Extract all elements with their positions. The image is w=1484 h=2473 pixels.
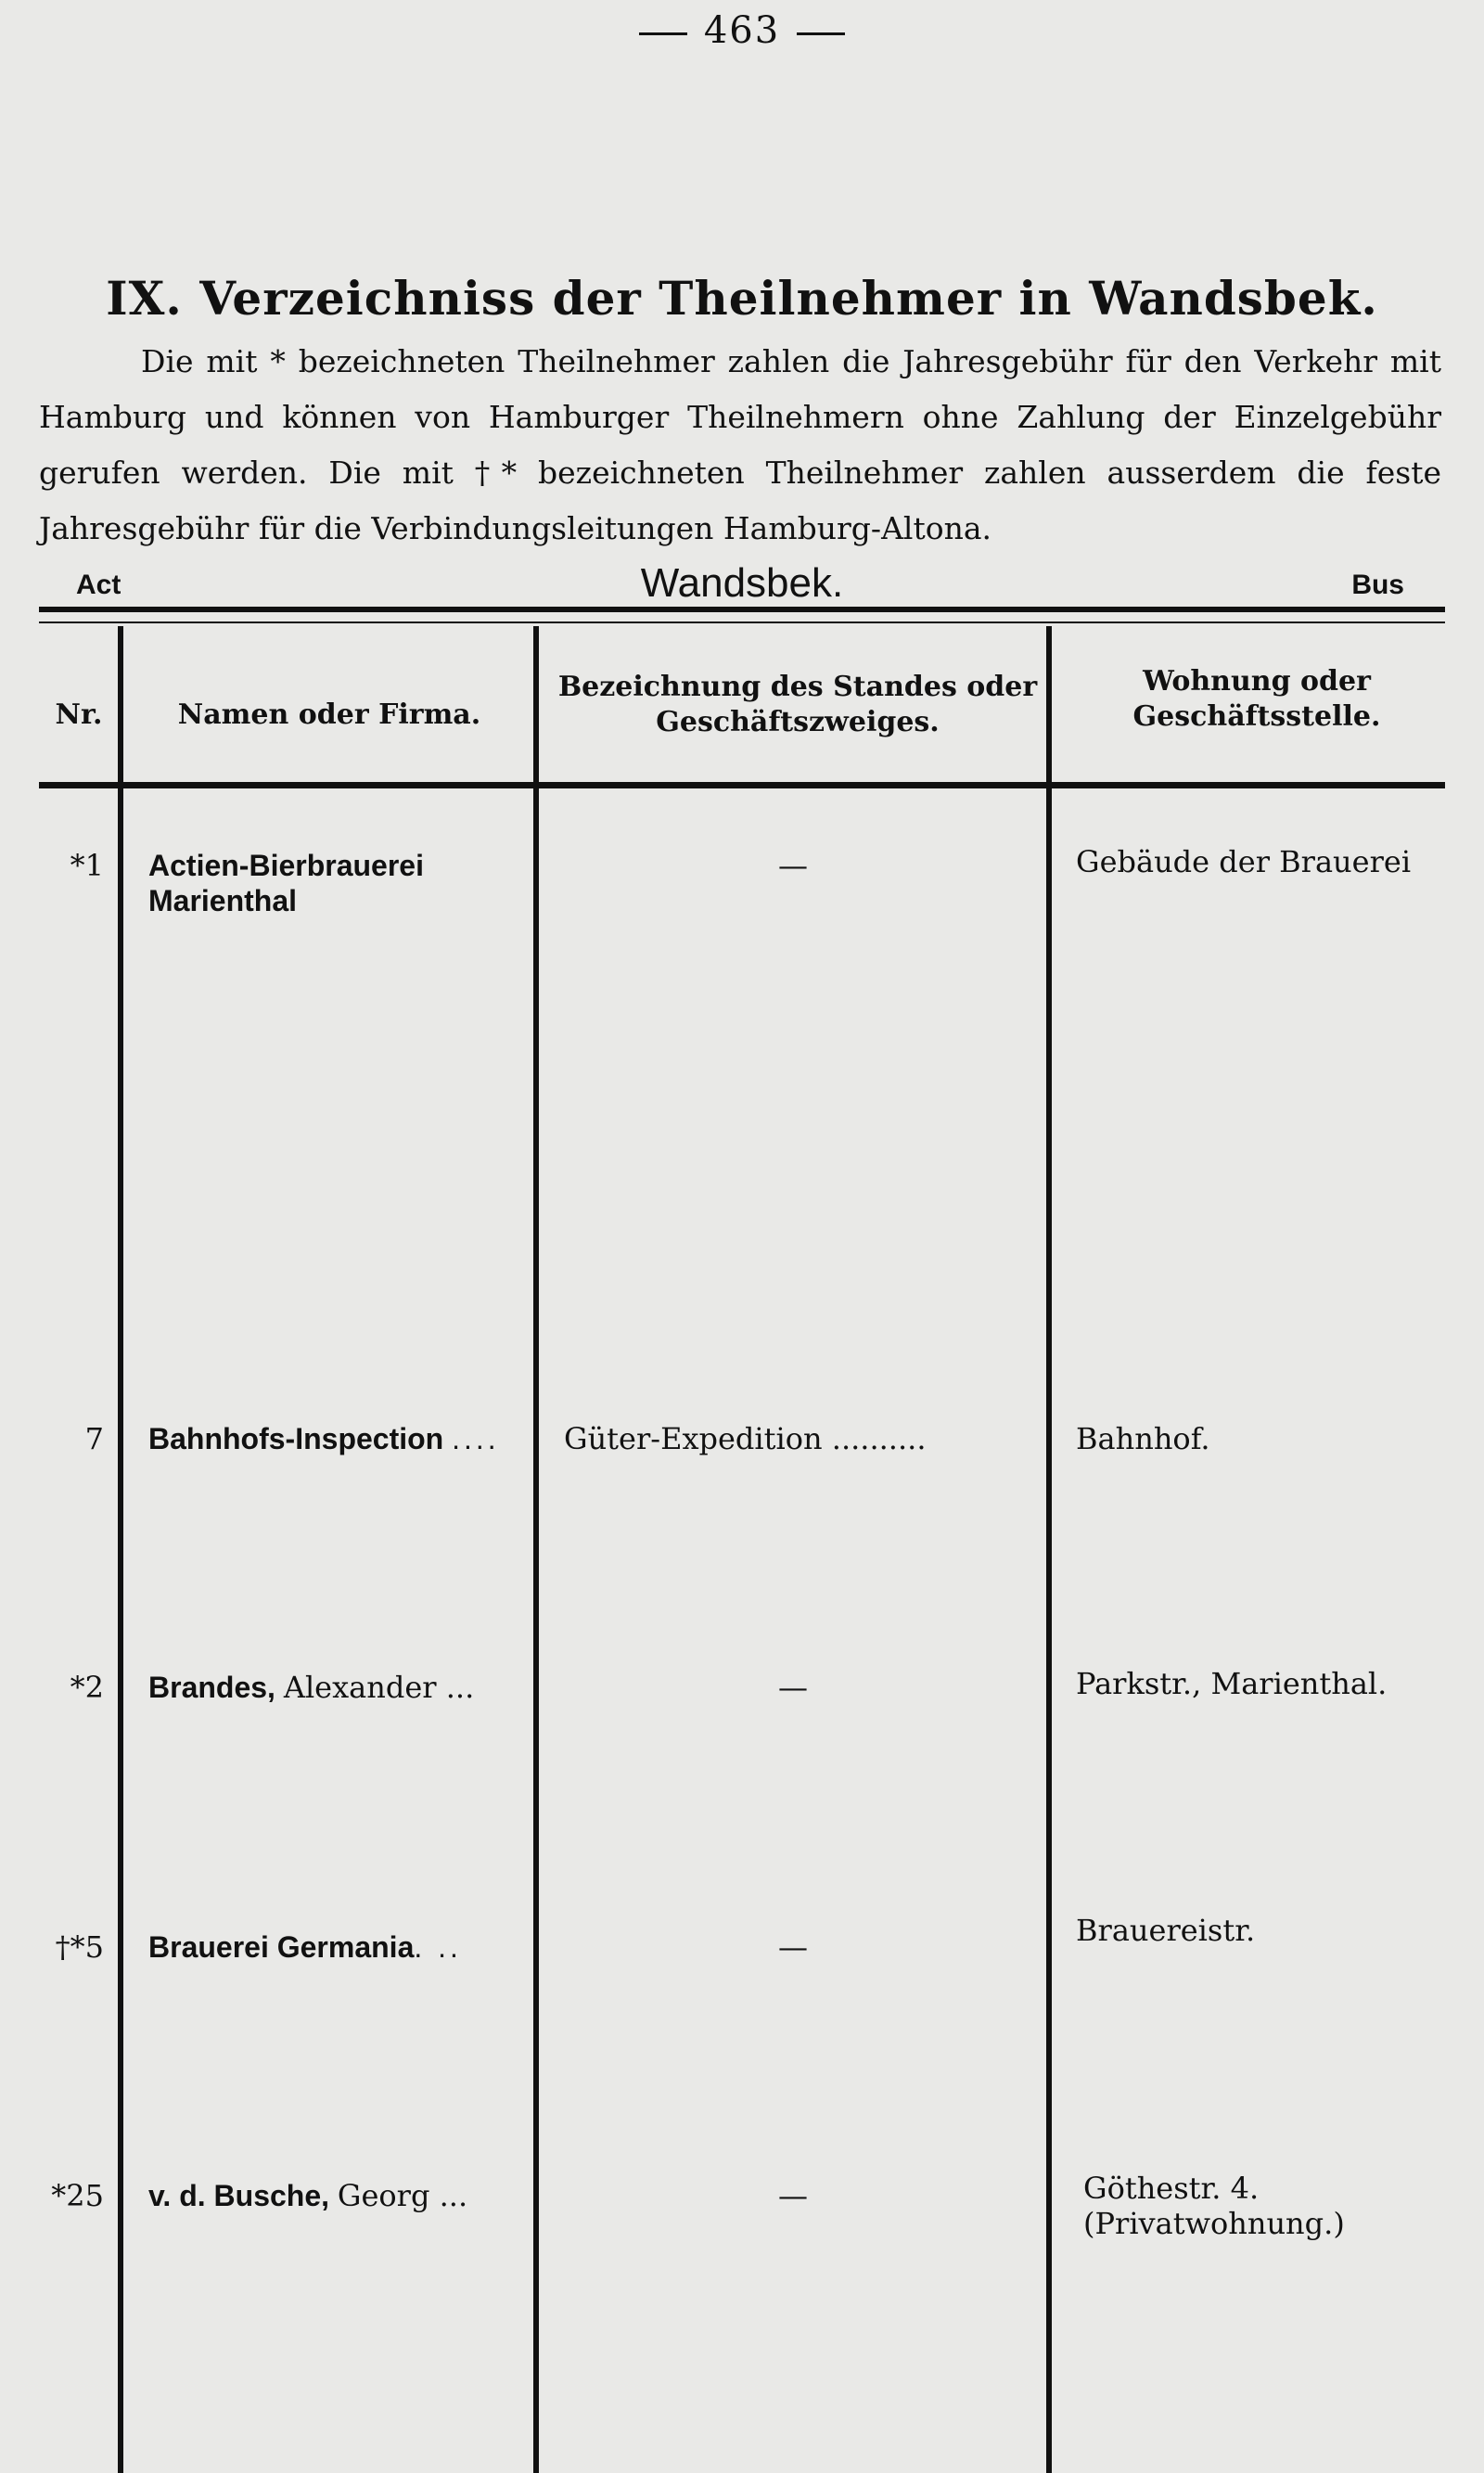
column-divider-2 [533, 626, 539, 2473]
top-rule-thick [39, 607, 1445, 612]
entry-nr: †*5 [55, 1929, 104, 1965]
entry-name: Actien-Bierbrauerei Marienthal [148, 849, 424, 917]
entry-wohnung: Bahnhof. [1076, 1421, 1210, 1456]
entry-wohnung: Gebäude der Brauerei [1076, 844, 1412, 879]
entry-stand: — [778, 848, 808, 883]
entry-nr: *2 [70, 1670, 104, 1705]
top-rule-thin [39, 621, 1445, 623]
place-heading: Wandsbek. [640, 560, 844, 606]
col-header-stand: Bezeichnung des Standes oder Geschäftszweiges. [557, 671, 1038, 738]
entry-wohnung: Parkstr., Marienthal. [1076, 1666, 1388, 1701]
entry-name: v. d. Busche, Georg ... [148, 2178, 468, 2213]
page-number: 463 [0, 9, 1484, 52]
entry-nr: 7 [84, 1421, 104, 1456]
table-caption [39, 562, 1445, 609]
entry-stand: — [778, 1929, 808, 1965]
entry-wohnung: Göthestr. 4. (Privatwohnung.) [1083, 2171, 1345, 2241]
entry-nr: *1 [70, 848, 104, 883]
entry-stand: Güter-Expedition .......... [564, 1421, 927, 1456]
col-header-nr: Nr. [55, 698, 103, 731]
entry-name: Bahnhofs-Inspection .... [148, 1422, 500, 1455]
intro-paragraph: Die mit * bezeichneten Theilnehmer zahlen die Jahresgebühr für den Verkehr mit Hamburg und können von Hamburger Theilnehmern ohne Zahlung der Einzelgebühr gerufen werden. Die mit †* bezeichneten Theilnehmer zahlen ausserdem die feste Jahresgebühr für die Verbindungsleitungen Hamburg-Altona. [39, 343, 1441, 546]
col-header-wohnung: Wohnung oder Geschäftsstelle. [1132, 665, 1381, 733]
entry-nr: *25 [51, 2178, 104, 2213]
entry-stand: — [778, 2178, 808, 2213]
column-divider-1 [118, 626, 123, 2473]
header-right: Bus [1351, 570, 1404, 600]
col-header-name: Namen oder Firma. [177, 698, 481, 731]
column-divider-3 [1046, 626, 1052, 2473]
header-rule [39, 782, 1445, 788]
entry-stand: — [778, 1670, 808, 1705]
section-title: IX. Verzeichniss der Theilnehmer in Wandsbek. [106, 271, 1378, 326]
entry-wohnung: Brauereistr. [1076, 1913, 1256, 1948]
header-left: Act [76, 570, 122, 600]
entry-name: Brandes, Alexander ... [148, 1670, 475, 1705]
entry-name: Brauerei Germania. .. [148, 1930, 462, 1964]
